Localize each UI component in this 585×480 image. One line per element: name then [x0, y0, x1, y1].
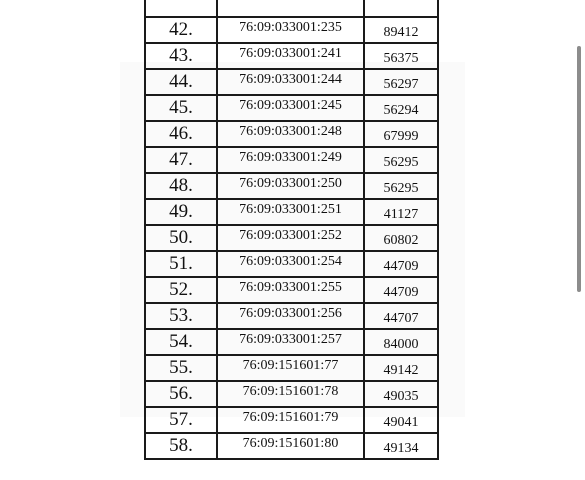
document-table — [144, 0, 439, 460]
value-cell: 49134 — [364, 433, 438, 459]
cadastral-number-cell: 76:09:033001:235 — [217, 17, 364, 43]
table-row — [145, 43, 438, 69]
table-row — [145, 381, 438, 407]
cadastral-number-cell: 76:09:033001:252 — [217, 225, 364, 251]
vertical-scrollbar[interactable] — [577, 46, 581, 292]
value-cell: 44709 — [364, 251, 438, 277]
value-cell: 84000 — [364, 329, 438, 355]
row-number-cell: 58. — [145, 433, 217, 459]
table-row — [145, 355, 438, 381]
table-row — [145, 17, 438, 43]
value-cell: 44709 — [364, 277, 438, 303]
cadastral-number-cell: 76:09:033001:241 — [217, 43, 364, 69]
cadastral-number-cell: 76:09:033001:254 — [217, 251, 364, 277]
cadastral-number-cell: 76:09:033001:251 — [217, 199, 364, 225]
cadastral-number-cell: 76:09:151601:78 — [217, 381, 364, 407]
row-number-cell: 47. — [145, 147, 217, 173]
table-row — [145, 69, 438, 95]
table-row — [145, 173, 438, 199]
cadastral-number-cell: 76:09:151601:80 — [217, 433, 364, 459]
cadastral-number-cell: 76:09:033001:248 — [217, 121, 364, 147]
table-row — [145, 407, 438, 433]
table-row — [145, 329, 438, 355]
table-row — [145, 303, 438, 329]
table-row — [145, 251, 438, 277]
cadastral-number-cell: 76:09:033001:255 — [217, 277, 364, 303]
cadastral-number-cell: 76:09:033001:250 — [217, 173, 364, 199]
row-number-cell: 42. — [145, 17, 217, 43]
value-cell: 41127 — [364, 199, 438, 225]
value-cell: 56295 — [364, 173, 438, 199]
row-number-cell: 55. — [145, 355, 217, 381]
table-row — [145, 433, 438, 459]
table-row — [145, 121, 438, 147]
value-cell: 60802 — [364, 225, 438, 251]
row-number-cell: 52. — [145, 277, 217, 303]
row-number-cell: 46. — [145, 121, 217, 147]
cadastral-number-cell: 76:09:151601:79 — [217, 407, 364, 433]
value-cell: 56295 — [364, 147, 438, 173]
cadastral-number-cell: 76:09:151601:77 — [217, 355, 364, 381]
cadastral-number-cell: 76:09:033001:257 — [217, 329, 364, 355]
value-cell: 49041 — [364, 407, 438, 433]
row-number-cell: 54. — [145, 329, 217, 355]
table-body — [145, 0, 438, 459]
row-number-cell: 44. — [145, 69, 217, 95]
value-cell: 56297 — [364, 69, 438, 95]
row-number-cell: 56. — [145, 381, 217, 407]
value-cell: 49142 — [364, 355, 438, 381]
value-cell: 89412 — [364, 17, 438, 43]
table-row — [145, 225, 438, 251]
table-row — [145, 147, 438, 173]
row-number-cell: 51. — [145, 251, 217, 277]
value-cell: 49035 — [364, 381, 438, 407]
table-row — [145, 277, 438, 303]
row-number-cell — [145, 0, 217, 17]
table-row — [145, 95, 438, 121]
value-cell — [364, 0, 438, 17]
row-number-cell: 57. — [145, 407, 217, 433]
row-number-cell: 45. — [145, 95, 217, 121]
value-cell: 67999 — [364, 121, 438, 147]
value-cell: 56294 — [364, 95, 438, 121]
cadastral-number-cell: 76:09:033001:256 — [217, 303, 364, 329]
row-number-cell: 43. — [145, 43, 217, 69]
cadastral-number-cell — [217, 0, 364, 17]
table-row — [145, 0, 438, 17]
value-cell: 44707 — [364, 303, 438, 329]
cadastral-number-cell: 76:09:033001:244 — [217, 69, 364, 95]
row-number-cell: 53. — [145, 303, 217, 329]
row-number-cell: 49. — [145, 199, 217, 225]
value-cell: 56375 — [364, 43, 438, 69]
table-row — [145, 199, 438, 225]
row-number-cell: 50. — [145, 225, 217, 251]
cadastral-number-cell: 76:09:033001:245 — [217, 95, 364, 121]
row-number-cell: 48. — [145, 173, 217, 199]
cadastral-number-cell: 76:09:033001:249 — [217, 147, 364, 173]
